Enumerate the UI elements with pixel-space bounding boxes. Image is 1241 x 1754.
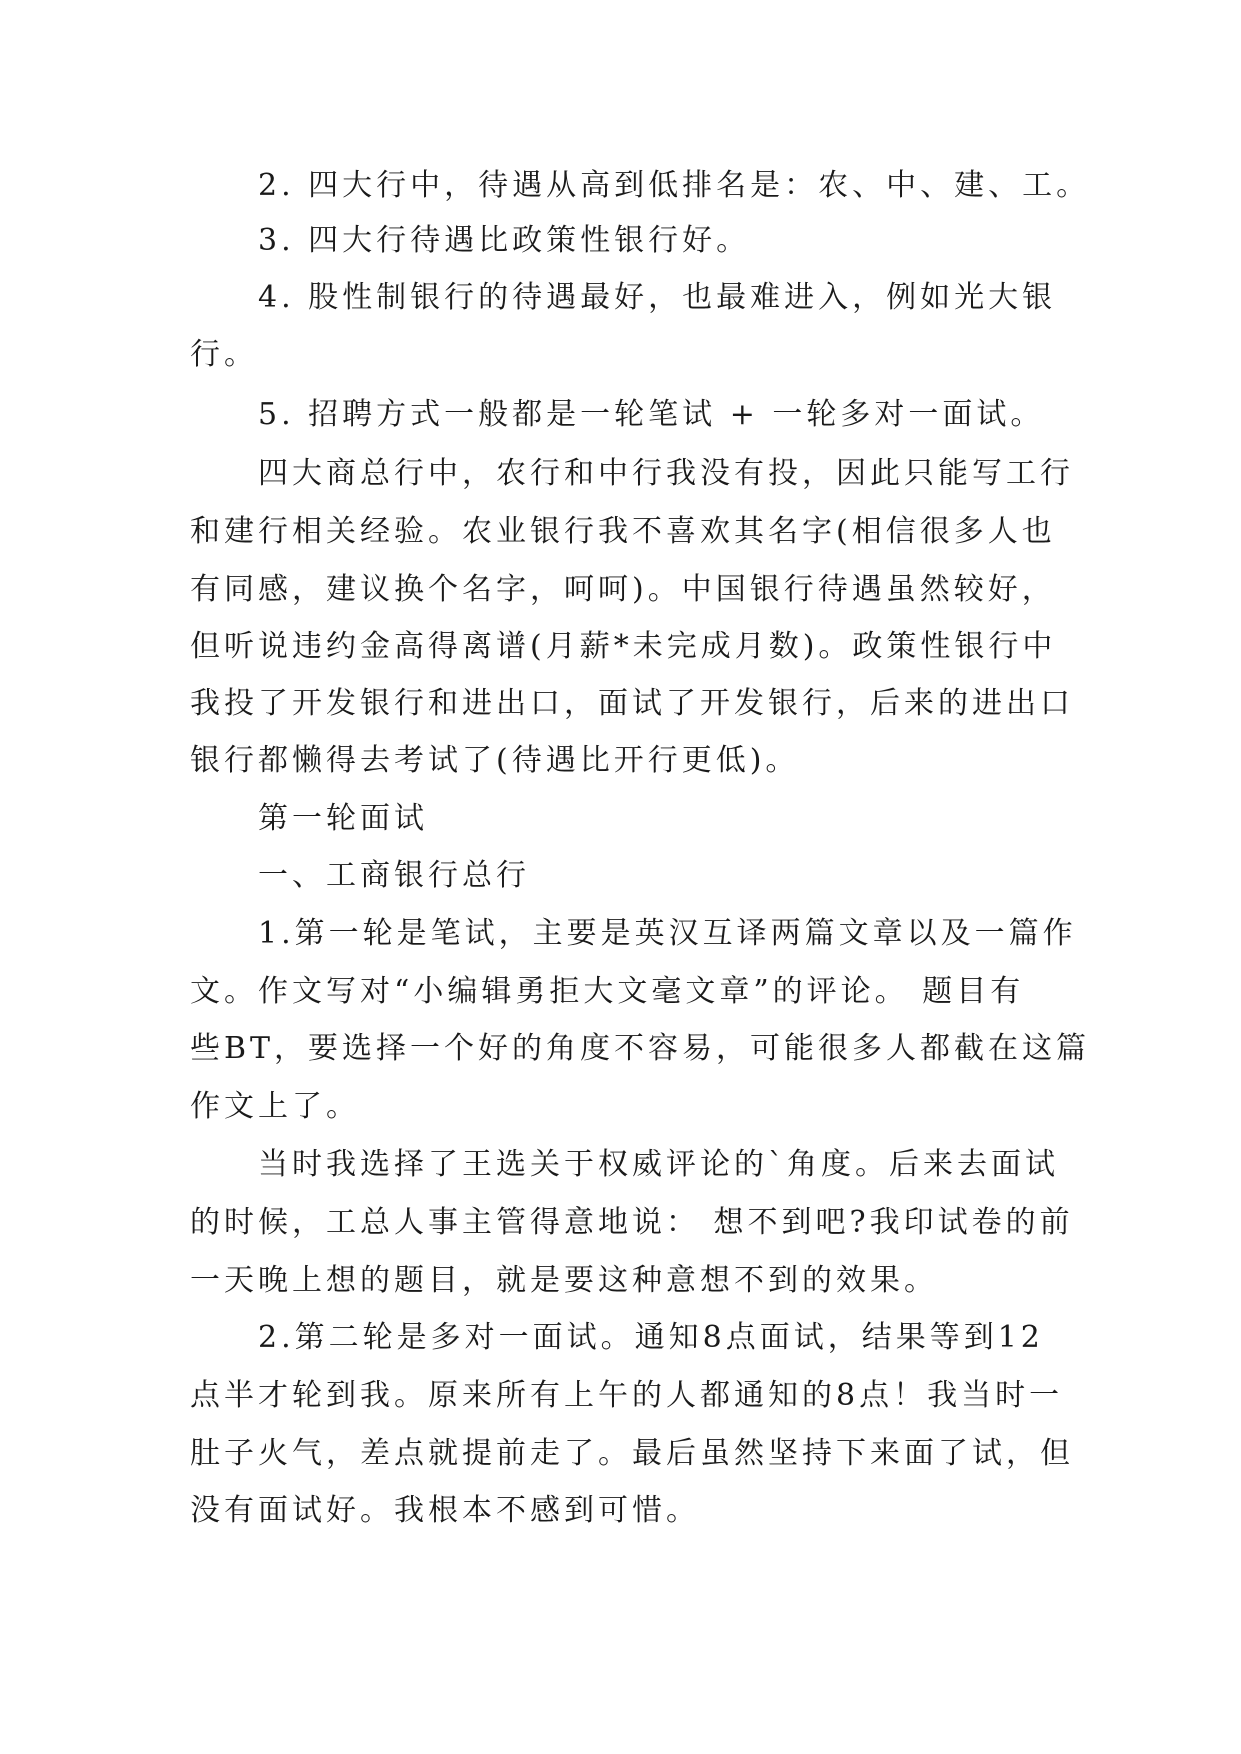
list-item-5: 5. 招聘方式一般都是一轮笔试 + 一轮多对一面试。 bbox=[258, 397, 1045, 432]
paragraph-line: 2.第二轮是多对一面试。通知8点面试，结果等到12 bbox=[258, 1320, 1044, 1355]
paragraph-line: 但听说违约金高得离谱(月薪*未完成月数)。政策性银行中 bbox=[190, 629, 1057, 664]
paragraph-line: 和建行相关经验。农业银行我不喜欢其名字(相信很多人也 bbox=[190, 514, 1056, 549]
paragraph-line: 肚子火气，差点就提前走了。最后虽然坚持下来面了试，但 bbox=[190, 1436, 1074, 1471]
paragraph-line: 四大商总行中，农行和中行我没有投，因此只能写工行 bbox=[258, 456, 1074, 491]
paragraph-line: 没有面试好。我根本不感到可惜。 bbox=[190, 1493, 700, 1528]
list-item-2: 2. 四大行中，待遇从高到低排名是：农、中、建、工。 bbox=[258, 168, 1091, 203]
list-item-4: 4. 股性制银行的待遇最好，也最难进入，例如光大银 bbox=[258, 280, 1057, 315]
paragraph-line: 1.第一轮是笔试，主要是英汉互译两篇文章以及一篇作 bbox=[258, 916, 1077, 951]
paragraph-line: 一天晚上想的题目，就是要这种意想不到的效果。 bbox=[190, 1263, 938, 1298]
paragraph-line: 有同感，建议换个名字，呵呵)。中国银行待遇虽然较好， bbox=[190, 572, 1056, 607]
paragraph-line: 点半才轮到我。原来所有上午的人都通知的8点！我当时一 bbox=[190, 1378, 1064, 1413]
paragraph-line: 银行都懒得去考试了(待遇比开行更低)。 bbox=[190, 743, 800, 778]
subsection-heading: 一、工商银行总行 bbox=[258, 858, 530, 893]
paragraph-line: 作文上了。 bbox=[190, 1089, 360, 1124]
list-item-3: 3. 四大行待遇比政策性银行好。 bbox=[258, 223, 751, 258]
list-item-4-continued: 行。 bbox=[190, 337, 258, 372]
paragraph-line: 文。作文写对“小编辑勇拒大文毫文章”的评论。 题目有 bbox=[190, 974, 1025, 1009]
paragraph-line: 些BT，要选择一个好的角度不容易，可能很多人都截在这篇 bbox=[190, 1031, 1091, 1066]
paragraph-line: 当时我选择了王选关于权威评论的`角度。后来去面试 bbox=[258, 1147, 1059, 1182]
section-heading: 第一轮面试 bbox=[258, 801, 428, 836]
paragraph-line: 的时候，工总人事主管得意地说： 想不到吧?我印试卷的前 bbox=[190, 1205, 1074, 1240]
paragraph-line: 我投了开发银行和进出口，面试了开发银行，后来的进出口 bbox=[190, 686, 1074, 721]
